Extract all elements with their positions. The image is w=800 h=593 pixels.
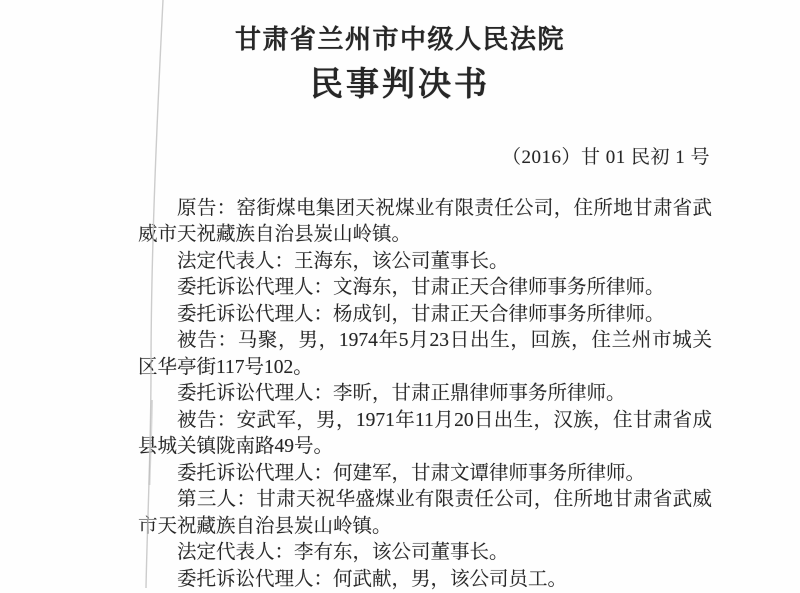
- paragraph-10: 法定代表人：李有东，该公司董事长。: [177, 542, 509, 564]
- paragraph-6: 委托诉讼代理人：李昕，甘肃正鼎律师事务所律师。: [177, 383, 626, 405]
- paragraph-5: 被告：马聚，男，1974年5月23日出生，回族，住兰州市城关区华亭街117号102。: [138, 330, 712, 378]
- case-number: （2016）甘 01 民初 1 号: [501, 146, 710, 168]
- paragraph-7: 被告：安武军，男，1971年11月20日出生，汉族，住甘肃省成县城关镇陇南路49号。: [138, 409, 712, 458]
- paragraph-9: 第三人：甘肃天祝华盛煤业有限责任公司，住所地甘肃省武威市天祝藏族自治县炭山岭镇。: [138, 489, 712, 537]
- document-body: [138, 196, 712, 593]
- paragraph-8: 委托诉讼代理人：何建军，甘肃文谭律师事务所律师。: [177, 462, 646, 484]
- paragraph-4: 委托诉讼代理人：杨成钊，甘肃正天合律师事务所律师。: [177, 303, 665, 325]
- paragraph-2: 法定代表人：王海东，该公司董事长。: [177, 250, 509, 272]
- paragraph-3: 委托诉讼代理人：文海东，甘肃正天合律师事务所律师。: [177, 277, 665, 299]
- court-name: 甘肃省兰州市中级人民法院: [234, 25, 565, 54]
- paragraph-1: 原告：窑街煤电集团天祝煤业有限责任公司，住所地甘肃省武威市天祝藏族自治县炭山岭镇。: [138, 197, 712, 246]
- paragraph-11: 委托诉讼代理人：何武献，男，该公司员工。: [177, 568, 568, 590]
- document-header: [0, 0, 800, 103]
- document-title: 民事判决书: [310, 66, 490, 103]
